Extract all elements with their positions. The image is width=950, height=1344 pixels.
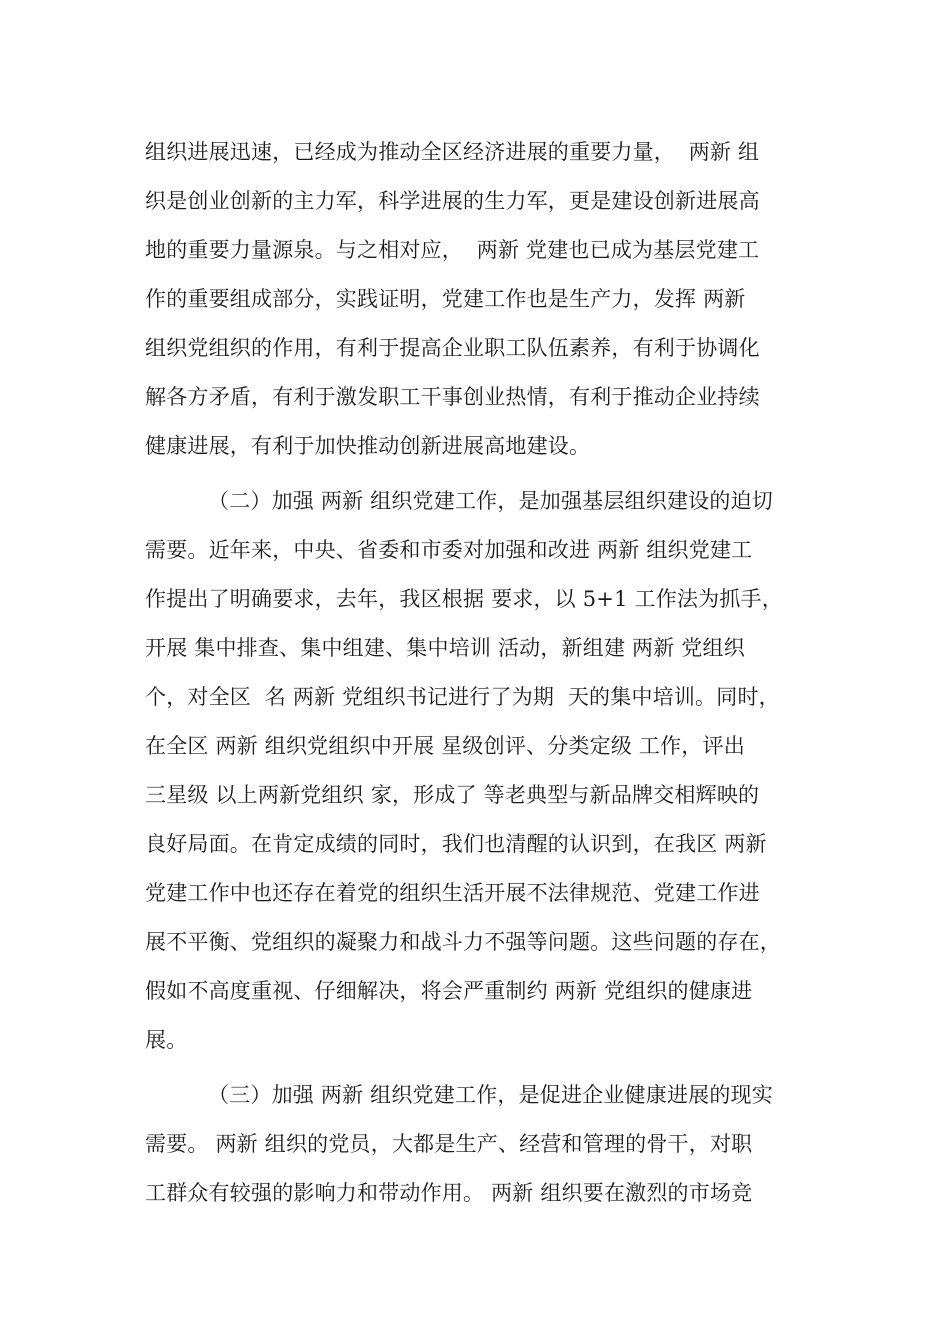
body-text-line: 在全区 两新 组织党组织中开展 星级创评、分类定级 工作，评出 [145,734,745,758]
body-text-line: 展不平衡、党组织的凝聚力和战斗力不强等问题。这些问题的存在， [145,930,781,954]
body-text-line: 开展 集中排查、集中组建、集中培训 活动，新组建 两新 党组织 [145,636,745,660]
body-text-line: 党建工作中也还存在着党的组织生活开展不法律规范、党建工作进 [145,881,760,905]
body-text-line: 假如不高度重视、仔细解决，将会严重制约 两新 党组织的健康进 [145,979,753,1003]
body-text-line: 展。 [145,1028,188,1052]
body-text-line: 组织进展迅速，已经成为推动全区经济进展的重要力量， 两新 组 [145,140,760,164]
body-text-line: 健康进展，有利于加快推动创新进展高地建设。 [145,434,591,458]
body-text-line: 地的重要力量源泉。与之相对应， 两新 党建也已成为基层党建工 [145,238,760,262]
body-text-line: 三星级 以上两新党组织 家，形成了 等老典型与新品牌交相辉映的 [145,783,760,807]
body-text-line: 工群众有较强的影响力和带动作用。 两新 组织要在激烈的市场竞 [145,1181,753,1205]
body-text-line: 作提出了明确要求，去年，我区根据 要求，以 5+1 工作法为抓手， [145,587,783,611]
body-text-line: 个，对全区 名 两新 党组织书记进行了为期 天的集中培训。同时， [145,685,780,709]
body-text-line: 良好局面。在肯定成绩的同时，我们也清醒的认识到，在我区 两新 [145,832,767,856]
body-text-line: 解各方矛盾，有利于激发职工干事创业热情，有利于推动企业持续 [145,385,760,409]
body-text-line: 作的重要组成部分，实践证明，党建工作也是生产力，发挥 两新 [145,287,746,311]
body-text-line: 组织党组织的作用，有利于提高企业职工队伍素养，有利于协调化 [145,336,760,360]
paragraph-heading-2: （二）加强 两新 组织党建工作，是加强基层组织建设的迫切 [208,489,773,513]
body-text-line: 需要。近年来，中央、省委和市委对加强和改进 两新 组织党建工 [145,538,753,562]
paragraph-heading-3: （三）加强 两新 组织党建工作，是促进企业健康进展的现实 [208,1083,773,1107]
body-text-line: 需要。 两新 组织的党员，大都是生产、经营和管理的骨干，对职 [145,1132,753,1156]
body-text-line: 织是创业创新的主力军，科学进展的生力军，更是建设创新进展高 [145,189,760,213]
